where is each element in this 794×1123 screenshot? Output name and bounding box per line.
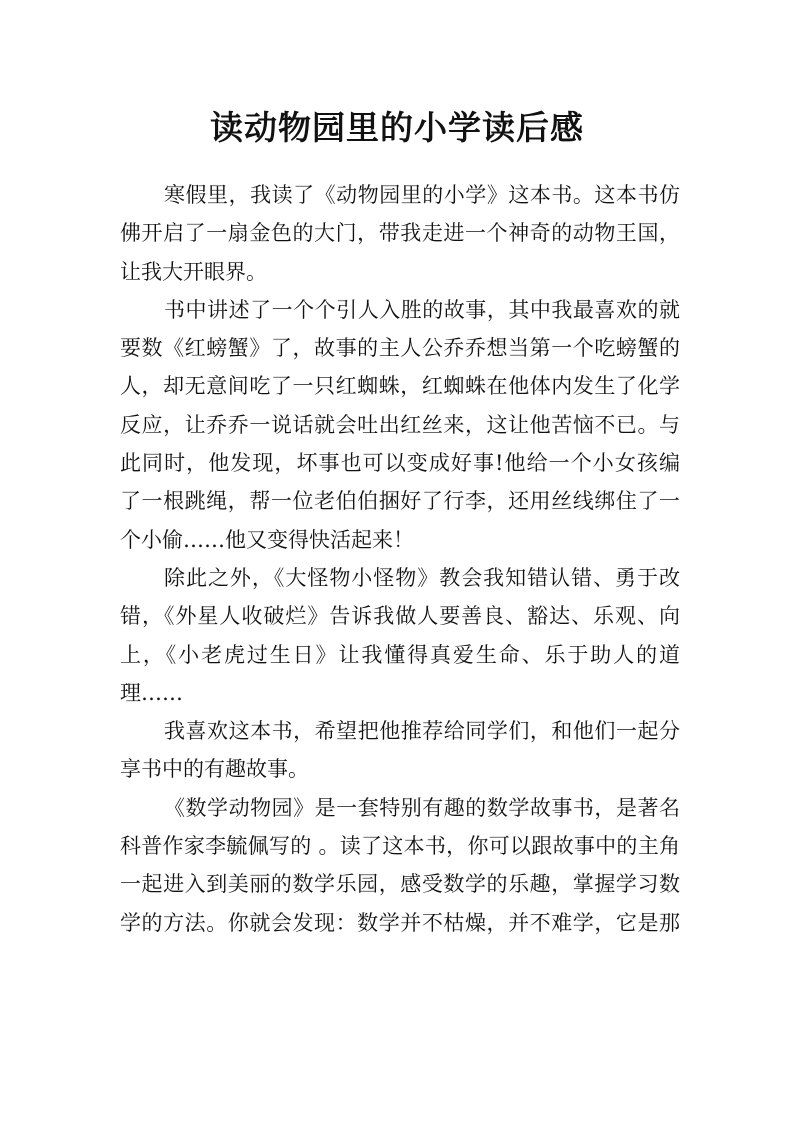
page-title: 读动物园里的小学读后感 [210, 108, 584, 147]
essay-body [120, 176, 680, 942]
text-line: 反应，让乔乔一说话就会吐出红丝来，这让他苦恼不已。与 [120, 412, 680, 437]
text-line: 了一根跳绳，帮一位老伯伯捆好了行李，还用丝线绑住了一 [120, 489, 680, 514]
text-line: 《数学动物园》是一套特别有趣的数学故事书，是著名 [164, 795, 680, 820]
text-line: 寒假里，我读了《动物园里的小学》这本书。这本书仿 [164, 183, 680, 207]
text-line: 书中讲述了一个个引人入胜的故事，其中我最喜欢的就 [164, 297, 680, 322]
text-line: 科普作家李毓佩写的 。读了这本书，你可以跟故事中的主角 [120, 834, 680, 859]
text-line: 除此之外，《大怪物小怪物》教会我知错认错、勇于改 [164, 565, 680, 590]
text-line: 享书中的有趣故事。 [120, 757, 309, 782]
text-line: 我喜欢这本书，希望把他推荐给同学们，和他们一起分 [164, 719, 680, 744]
text-line: 佛开启了一扇金色的大门，带我走进一个神奇的动物王国， [120, 221, 680, 246]
text-line: 一起进入到美丽的数学乐园，感受数学的乐趣，掌握学习数 [120, 872, 680, 897]
text-line: 上，《小老虎过生日》让我懂得真爱生命、乐于助人的道 [120, 642, 680, 667]
text-line: 此同时，他发现，坏事也可以变成好事!他给一个小女孩编 [120, 451, 680, 476]
text-line: 个小偷……他又变得快活起来！ [120, 527, 414, 552]
text-line: 错，《外星人收破烂》告诉我做人要善良、豁达、乐观、向 [120, 604, 680, 629]
text-line: 人，却无意间吃了一只红蜘蛛，红蜘蛛在他体内发生了化学 [120, 374, 680, 399]
text-line: 要数《红螃蟹》了，故事的主人公乔乔想当第一个吃螃蟹的 [120, 336, 680, 361]
text-line: 理…… [120, 680, 183, 705]
text-line: 让我大开眼界。 [120, 259, 267, 284]
text-line: 学的方法。你就会发现：数学并不枯燥，并不难学，它是那 [120, 910, 680, 935]
